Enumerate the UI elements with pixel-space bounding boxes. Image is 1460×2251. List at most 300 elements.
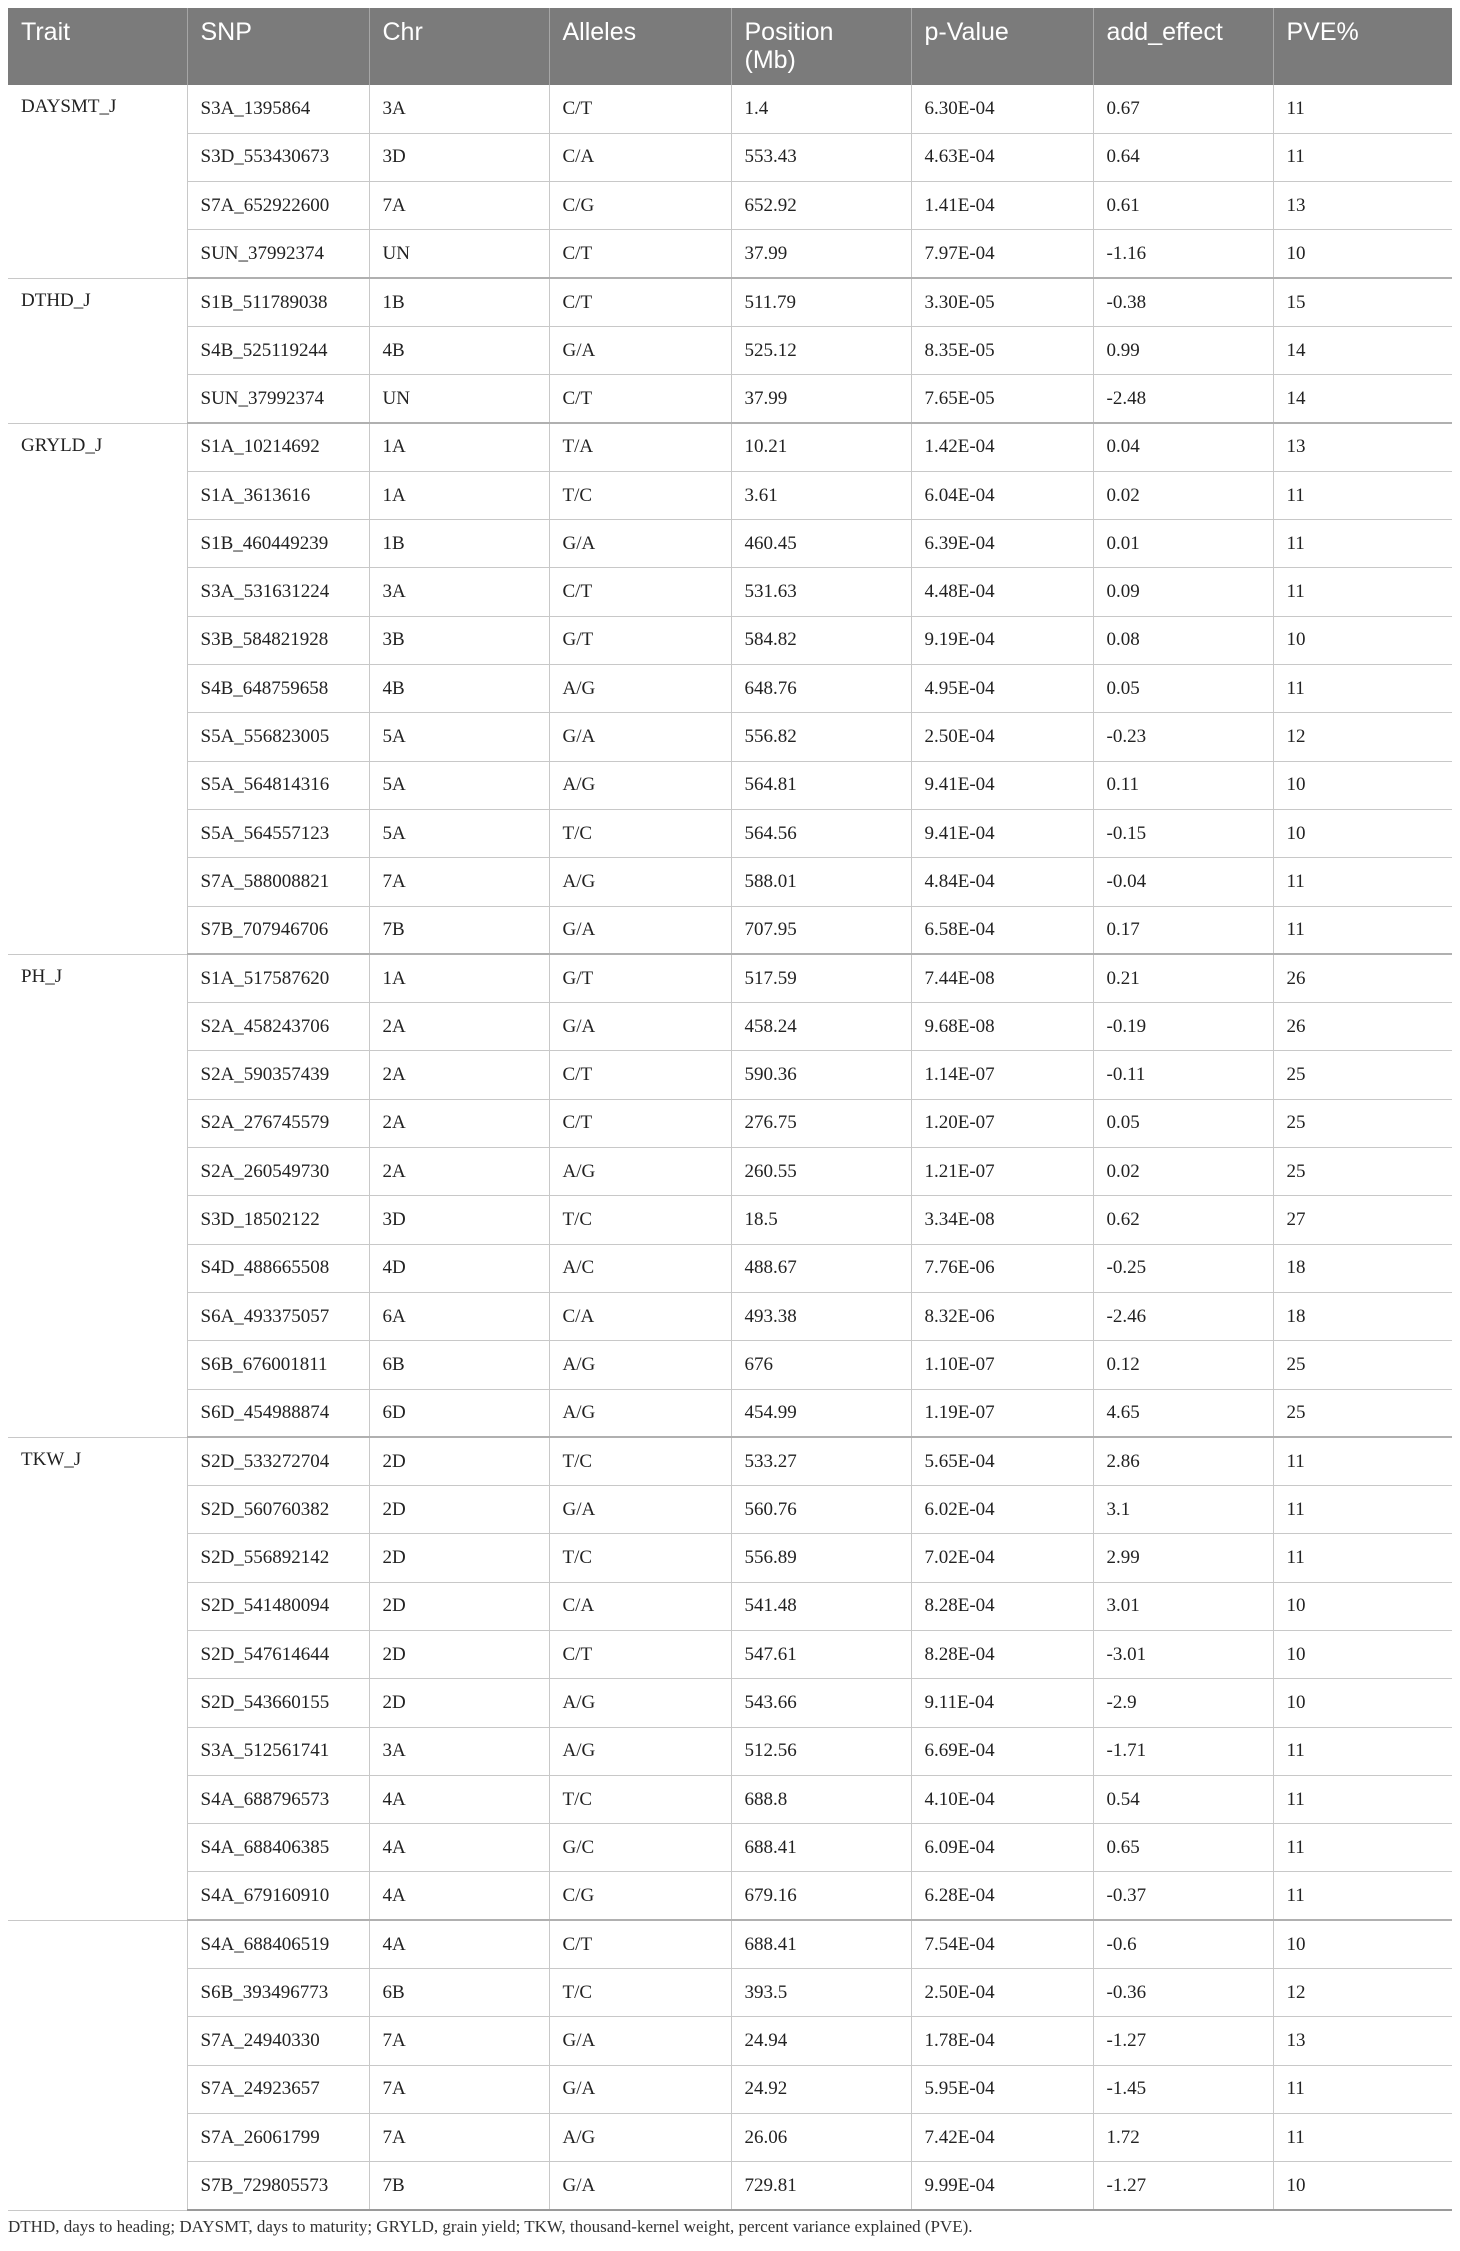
position-cell: 24.94: [731, 2017, 911, 2065]
alleles-cell: G/A: [549, 326, 731, 374]
alleles-cell: G/A: [549, 1486, 731, 1534]
alleles-cell: C/G: [549, 1872, 731, 1920]
p-value-cell: 2.50E-04: [911, 713, 1093, 761]
p-value-cell: 6.09E-04: [911, 1824, 1093, 1872]
p-value-cell: 7.65E-05: [911, 375, 1093, 423]
position-cell: 543.66: [731, 1679, 911, 1727]
alleles-cell: A/G: [549, 1727, 731, 1775]
snp-cell: S7A_652922600: [187, 182, 369, 230]
pve-cell: 11: [1273, 471, 1452, 519]
position-cell: 26.06: [731, 2113, 911, 2161]
chr-cell: 6B: [369, 1969, 549, 2017]
pve-cell: 27: [1273, 1196, 1452, 1244]
alleles-cell: A/G: [549, 1389, 731, 1437]
snp-cell: S6A_493375057: [187, 1292, 369, 1340]
header-row: [8, 8, 1452, 85]
snp-table-container: [8, 8, 1452, 2211]
chr-cell: 1B: [369, 520, 549, 568]
table-row: [8, 665, 1452, 713]
add-effect-cell: 0.09: [1093, 568, 1273, 616]
p-value-cell: 9.99E-04: [911, 2162, 1093, 2210]
position-cell: 24.92: [731, 2065, 911, 2113]
alleles-cell: A/G: [549, 1679, 731, 1727]
pve-cell: 11: [1273, 1437, 1452, 1485]
add-effect-cell: 0.54: [1093, 1775, 1273, 1823]
alleles-cell: A/G: [549, 665, 731, 713]
p-value-cell: 1.19E-07: [911, 1389, 1093, 1437]
pve-cell: 11: [1273, 85, 1452, 133]
pve-cell: 12: [1273, 713, 1452, 761]
table-row: [8, 1727, 1452, 1775]
table-row: [8, 1969, 1452, 2017]
position-cell: 553.43: [731, 133, 911, 181]
p-value-cell: 7.54E-04: [911, 1920, 1093, 1968]
pve-cell: 10: [1273, 761, 1452, 809]
chr-cell: 3B: [369, 616, 549, 664]
p-value-cell: 7.76E-06: [911, 1244, 1093, 1292]
position-cell: 18.5: [731, 1196, 911, 1244]
table-row: [8, 85, 1452, 133]
alleles-cell: G/A: [549, 2017, 731, 2065]
table-row: [8, 1872, 1452, 1920]
column-header-pve: PVE%: [1273, 8, 1452, 85]
alleles-cell: T/C: [549, 471, 731, 519]
table-row: [8, 1631, 1452, 1679]
add-effect-cell: -3.01: [1093, 1631, 1273, 1679]
snp-cell: S1B_460449239: [187, 520, 369, 568]
table-header: [8, 8, 1452, 85]
table-row: [8, 1341, 1452, 1389]
alleles-cell: G/A: [549, 520, 731, 568]
add-effect-cell: -0.15: [1093, 809, 1273, 857]
p-value-cell: 4.10E-04: [911, 1775, 1093, 1823]
add-effect-cell: -2.9: [1093, 1679, 1273, 1727]
chr-cell: 4B: [369, 665, 549, 713]
pve-cell: 12: [1273, 1969, 1452, 2017]
trait-cell: PH_J: [8, 954, 187, 1437]
chr-cell: 7B: [369, 906, 549, 954]
snp-cell: S3D_18502122: [187, 1196, 369, 1244]
snp-cell: SUN_37992374: [187, 375, 369, 423]
position-cell: 533.27: [731, 1437, 911, 1485]
alleles-cell: T/C: [549, 1534, 731, 1582]
alleles-cell: T/A: [549, 423, 731, 471]
p-value-cell: 6.30E-04: [911, 85, 1093, 133]
chr-cell: 3D: [369, 133, 549, 181]
pve-cell: 10: [1273, 809, 1452, 857]
chr-cell: 7A: [369, 182, 549, 230]
pve-cell: 10: [1273, 1679, 1452, 1727]
p-value-cell: 3.30E-05: [911, 278, 1093, 326]
alleles-cell: C/T: [549, 568, 731, 616]
snp-cell: S2A_276745579: [187, 1099, 369, 1147]
pve-cell: 11: [1273, 1775, 1452, 1823]
alleles-cell: T/C: [549, 1196, 731, 1244]
p-value-cell: 6.69E-04: [911, 1727, 1093, 1775]
p-value-cell: 6.04E-04: [911, 471, 1093, 519]
chr-cell: 2A: [369, 1148, 549, 1196]
chr-cell: 1A: [369, 423, 549, 471]
snp-cell: S7A_26061799: [187, 2113, 369, 2161]
table-row: [8, 326, 1452, 374]
table-row: [8, 858, 1452, 906]
chr-cell: 2A: [369, 1003, 549, 1051]
p-value-cell: 1.21E-07: [911, 1148, 1093, 1196]
snp-cell: S4B_525119244: [187, 326, 369, 374]
pve-cell: 25: [1273, 1389, 1452, 1437]
position-cell: 460.45: [731, 520, 911, 568]
pve-cell: 26: [1273, 954, 1452, 1002]
trait-cell: TKW_J: [8, 1437, 187, 1920]
trait-cell: DTHD_J: [8, 278, 187, 423]
chr-cell: 7A: [369, 2065, 549, 2113]
position-cell: 488.67: [731, 1244, 911, 1292]
pve-cell: 10: [1273, 1631, 1452, 1679]
position-cell: 688.41: [731, 1824, 911, 1872]
snp-cell: SUN_37992374: [187, 230, 369, 278]
pve-cell: 14: [1273, 326, 1452, 374]
chr-cell: 4A: [369, 1872, 549, 1920]
pve-cell: 11: [1273, 665, 1452, 713]
alleles-cell: C/A: [549, 1292, 731, 1340]
alleles-cell: T/C: [549, 1775, 731, 1823]
pve-cell: 11: [1273, 520, 1452, 568]
add-effect-cell: 3.1: [1093, 1486, 1273, 1534]
position-cell: 584.82: [731, 616, 911, 664]
table-row: [8, 1824, 1452, 1872]
chr-cell: 4B: [369, 326, 549, 374]
add-effect-cell: 0.65: [1093, 1824, 1273, 1872]
add-effect-cell: -1.45: [1093, 2065, 1273, 2113]
position-cell: 688.41: [731, 1920, 911, 1968]
chr-cell: 7A: [369, 2113, 549, 2161]
add-effect-cell: -0.37: [1093, 1872, 1273, 1920]
chr-cell: 2D: [369, 1582, 549, 1630]
chr-cell: 7A: [369, 858, 549, 906]
add-effect-cell: -1.27: [1093, 2017, 1273, 2065]
chr-cell: 4A: [369, 1920, 549, 1968]
position-cell: 564.81: [731, 761, 911, 809]
p-value-cell: 7.44E-08: [911, 954, 1093, 1002]
snp-cell: S5A_556823005: [187, 713, 369, 761]
add-effect-cell: -0.25: [1093, 1244, 1273, 1292]
position-cell: 556.89: [731, 1534, 911, 1582]
snp-cell: S6B_393496773: [187, 1969, 369, 2017]
add-effect-cell: 2.86: [1093, 1437, 1273, 1485]
table-row: [8, 1437, 1452, 1485]
pve-cell: 11: [1273, 133, 1452, 181]
position-cell: 707.95: [731, 906, 911, 954]
table-row: [8, 1920, 1452, 1968]
p-value-cell: 5.95E-04: [911, 2065, 1093, 2113]
add-effect-cell: 0.08: [1093, 616, 1273, 664]
alleles-cell: C/T: [549, 375, 731, 423]
table-row: [8, 761, 1452, 809]
snp-cell: S2A_590357439: [187, 1051, 369, 1099]
snp-cell: S3D_553430673: [187, 133, 369, 181]
snp-cell: S1A_10214692: [187, 423, 369, 471]
p-value-cell: 1.78E-04: [911, 2017, 1093, 2065]
column-header-chr: Chr: [369, 8, 549, 85]
p-value-cell: 6.58E-04: [911, 906, 1093, 954]
p-value-cell: 4.48E-04: [911, 568, 1093, 616]
table-row: [8, 2162, 1452, 2210]
snp-cell: S2D_547614644: [187, 1631, 369, 1679]
table-row: [8, 520, 1452, 568]
position-cell: 729.81: [731, 2162, 911, 2210]
pve-cell: 11: [1273, 568, 1452, 616]
add-effect-cell: 0.05: [1093, 1099, 1273, 1147]
pve-cell: 15: [1273, 278, 1452, 326]
pve-cell: 11: [1273, 2113, 1452, 2161]
position-cell: 517.59: [731, 954, 911, 1002]
pve-cell: 11: [1273, 858, 1452, 906]
table-row: [8, 423, 1452, 471]
p-value-cell: 9.68E-08: [911, 1003, 1093, 1051]
chr-cell: 6B: [369, 1341, 549, 1389]
chr-cell: 5A: [369, 761, 549, 809]
position-cell: 525.12: [731, 326, 911, 374]
pve-cell: 18: [1273, 1292, 1452, 1340]
add-effect-cell: 0.62: [1093, 1196, 1273, 1244]
p-value-cell: 7.97E-04: [911, 230, 1093, 278]
alleles-cell: G/A: [549, 2162, 731, 2210]
table-row: [8, 954, 1452, 1002]
add-effect-cell: -0.04: [1093, 858, 1273, 906]
pve-cell: 11: [1273, 906, 1452, 954]
chr-cell: 4A: [369, 1824, 549, 1872]
p-value-cell: 6.39E-04: [911, 520, 1093, 568]
snp-cell: S2A_260549730: [187, 1148, 369, 1196]
p-value-cell: 3.34E-08: [911, 1196, 1093, 1244]
table-row: [8, 1099, 1452, 1147]
alleles-cell: G/T: [549, 616, 731, 664]
p-value-cell: 1.20E-07: [911, 1099, 1093, 1147]
position-cell: 454.99: [731, 1389, 911, 1437]
table-footnote: DTHD, days to heading; DAYSMT, days to maturity; GRYLD, grain yield; TKW, thousand-kernel weight, percent variance explained (PVE).: [8, 2217, 973, 2236]
alleles-cell: C/T: [549, 1631, 731, 1679]
position-cell: 10.21: [731, 423, 911, 471]
table-row: [8, 471, 1452, 519]
snp-cell: S6B_676001811: [187, 1341, 369, 1389]
snp-cell: S4A_688406385: [187, 1824, 369, 1872]
pve-cell: 10: [1273, 2162, 1452, 2210]
p-value-cell: 6.02E-04: [911, 1486, 1093, 1534]
pve-cell: 18: [1273, 1244, 1452, 1292]
snp-cell: S3A_512561741: [187, 1727, 369, 1775]
add-effect-cell: -1.71: [1093, 1727, 1273, 1775]
chr-cell: 2A: [369, 1051, 549, 1099]
position-cell: 588.01: [731, 858, 911, 906]
add-effect-cell: -2.48: [1093, 375, 1273, 423]
snp-cell: S4D_488665508: [187, 1244, 369, 1292]
table-row: [8, 1148, 1452, 1196]
add-effect-cell: -1.16: [1093, 230, 1273, 278]
table-row: [8, 2065, 1452, 2113]
add-effect-cell: 0.11: [1093, 761, 1273, 809]
add-effect-cell: -0.23: [1093, 713, 1273, 761]
pve-cell: 11: [1273, 2065, 1452, 2113]
table-row: [8, 182, 1452, 230]
p-value-cell: 9.19E-04: [911, 616, 1093, 664]
add-effect-cell: -0.11: [1093, 1051, 1273, 1099]
alleles-cell: A/G: [549, 1341, 731, 1389]
table-row: [8, 375, 1452, 423]
table-row: [8, 1292, 1452, 1340]
add-effect-cell: 0.17: [1093, 906, 1273, 954]
add-effect-cell: -0.36: [1093, 1969, 1273, 2017]
position-cell: 564.56: [731, 809, 911, 857]
chr-cell: 7A: [369, 2017, 549, 2065]
trait-cell: DAYSMT_J: [8, 85, 187, 278]
chr-cell: 4A: [369, 1775, 549, 1823]
add-effect-cell: 0.02: [1093, 1148, 1273, 1196]
chr-cell: 1A: [369, 471, 549, 519]
chr-cell: 3D: [369, 1196, 549, 1244]
table-row: [8, 1534, 1452, 1582]
table-row: [8, 1244, 1452, 1292]
table-row: [8, 713, 1452, 761]
alleles-cell: G/T: [549, 954, 731, 1002]
chr-cell: 2D: [369, 1631, 549, 1679]
table-row: [8, 2017, 1452, 2065]
alleles-cell: C/G: [549, 182, 731, 230]
position-cell: 590.36: [731, 1051, 911, 1099]
snp-cell: S7B_729805573: [187, 2162, 369, 2210]
snp-cell: S7B_707946706: [187, 906, 369, 954]
chr-cell: 2D: [369, 1679, 549, 1727]
table-row: [8, 133, 1452, 181]
pve-cell: 10: [1273, 1582, 1452, 1630]
snp-cell: S2D_543660155: [187, 1679, 369, 1727]
position-cell: 260.55: [731, 1148, 911, 1196]
table-row: [8, 230, 1452, 278]
snp-cell: S4A_679160910: [187, 1872, 369, 1920]
snp-cell: S3A_531631224: [187, 568, 369, 616]
chr-cell: 1A: [369, 954, 549, 1002]
alleles-cell: T/C: [549, 1437, 731, 1485]
add-effect-cell: 0.04: [1093, 423, 1273, 471]
snp-cell: S7A_24940330: [187, 2017, 369, 2065]
alleles-cell: C/T: [549, 1920, 731, 1968]
pve-cell: 10: [1273, 1920, 1452, 1968]
table-row: [8, 1679, 1452, 1727]
snp-cell: S1B_511789038: [187, 278, 369, 326]
snp-cell: S7A_24923657: [187, 2065, 369, 2113]
p-value-cell: 8.28E-04: [911, 1631, 1093, 1679]
snp-cell: S4B_648759658: [187, 665, 369, 713]
add-effect-cell: 0.21: [1093, 954, 1273, 1002]
chr-cell: 7B: [369, 2162, 549, 2210]
snp-cell: S2D_541480094: [187, 1582, 369, 1630]
alleles-cell: A/C: [549, 1244, 731, 1292]
chr-cell: 3A: [369, 568, 549, 616]
table-row: [8, 2113, 1452, 2161]
pve-cell: 14: [1273, 375, 1452, 423]
position-cell: 3.61: [731, 471, 911, 519]
table-row: [8, 1775, 1452, 1823]
chr-cell: UN: [369, 230, 549, 278]
add-effect-cell: 0.64: [1093, 133, 1273, 181]
chr-cell: 5A: [369, 713, 549, 761]
alleles-cell: C/T: [549, 230, 731, 278]
snp-cell: S5A_564557123: [187, 809, 369, 857]
alleles-cell: C/T: [549, 278, 731, 326]
chr-cell: 2A: [369, 1099, 549, 1147]
position-cell: 458.24: [731, 1003, 911, 1051]
position-cell: 1.4: [731, 85, 911, 133]
p-value-cell: 5.65E-04: [911, 1437, 1093, 1485]
column-header-add-effect: add_effect: [1093, 8, 1273, 85]
snp-cell: S1A_517587620: [187, 954, 369, 1002]
pve-cell: 25: [1273, 1341, 1452, 1389]
add-effect-cell: -2.46: [1093, 1292, 1273, 1340]
chr-cell: 5A: [369, 809, 549, 857]
p-value-cell: 9.41E-04: [911, 809, 1093, 857]
position-cell: 547.61: [731, 1631, 911, 1679]
alleles-cell: G/A: [549, 713, 731, 761]
column-header-trait: Trait: [8, 8, 187, 85]
position-cell: 493.38: [731, 1292, 911, 1340]
alleles-cell: A/G: [549, 761, 731, 809]
add-effect-cell: 1.72: [1093, 2113, 1273, 2161]
pve-cell: 11: [1273, 1824, 1452, 1872]
pve-cell: 25: [1273, 1051, 1452, 1099]
pve-cell: 25: [1273, 1148, 1452, 1196]
chr-cell: 6D: [369, 1389, 549, 1437]
table-row: [8, 1003, 1452, 1051]
position-cell: 541.48: [731, 1582, 911, 1630]
alleles-cell: G/A: [549, 1003, 731, 1051]
pve-cell: 11: [1273, 1534, 1452, 1582]
pve-cell: 11: [1273, 1872, 1452, 1920]
pve-cell: 11: [1273, 1486, 1452, 1534]
p-value-cell: 7.42E-04: [911, 2113, 1093, 2161]
add-effect-cell: 0.05: [1093, 665, 1273, 713]
alleles-cell: T/C: [549, 1969, 731, 2017]
chr-cell: 4D: [369, 1244, 549, 1292]
snp-cell: S4A_688796573: [187, 1775, 369, 1823]
pve-cell: 13: [1273, 423, 1452, 471]
pve-cell: 26: [1273, 1003, 1452, 1051]
add-effect-cell: -0.19: [1093, 1003, 1273, 1051]
snp-cell: S2D_533272704: [187, 1437, 369, 1485]
column-header-alleles: Alleles: [549, 8, 731, 85]
snp-cell: S3A_1395864: [187, 85, 369, 133]
p-value-cell: 1.14E-07: [911, 1051, 1093, 1099]
alleles-cell: C/A: [549, 1582, 731, 1630]
position-cell: 556.82: [731, 713, 911, 761]
table-row: [8, 278, 1452, 326]
pve-cell: 25: [1273, 1099, 1452, 1147]
pve-cell: 13: [1273, 2017, 1452, 2065]
table-row: [8, 616, 1452, 664]
snp-cell: S2A_458243706: [187, 1003, 369, 1051]
p-value-cell: 9.41E-04: [911, 761, 1093, 809]
p-value-cell: 7.02E-04: [911, 1534, 1093, 1582]
snp-cell: S1A_3613616: [187, 471, 369, 519]
alleles-cell: C/A: [549, 133, 731, 181]
trait-cell: GRYLD_J: [8, 423, 187, 954]
p-value-cell: 1.42E-04: [911, 423, 1093, 471]
position-cell: 511.79: [731, 278, 911, 326]
table-body: [8, 85, 1452, 2210]
position-cell: 648.76: [731, 665, 911, 713]
snp-cell: S5A_564814316: [187, 761, 369, 809]
alleles-cell: A/G: [549, 858, 731, 906]
chr-cell: 6A: [369, 1292, 549, 1340]
alleles-cell: T/C: [549, 809, 731, 857]
